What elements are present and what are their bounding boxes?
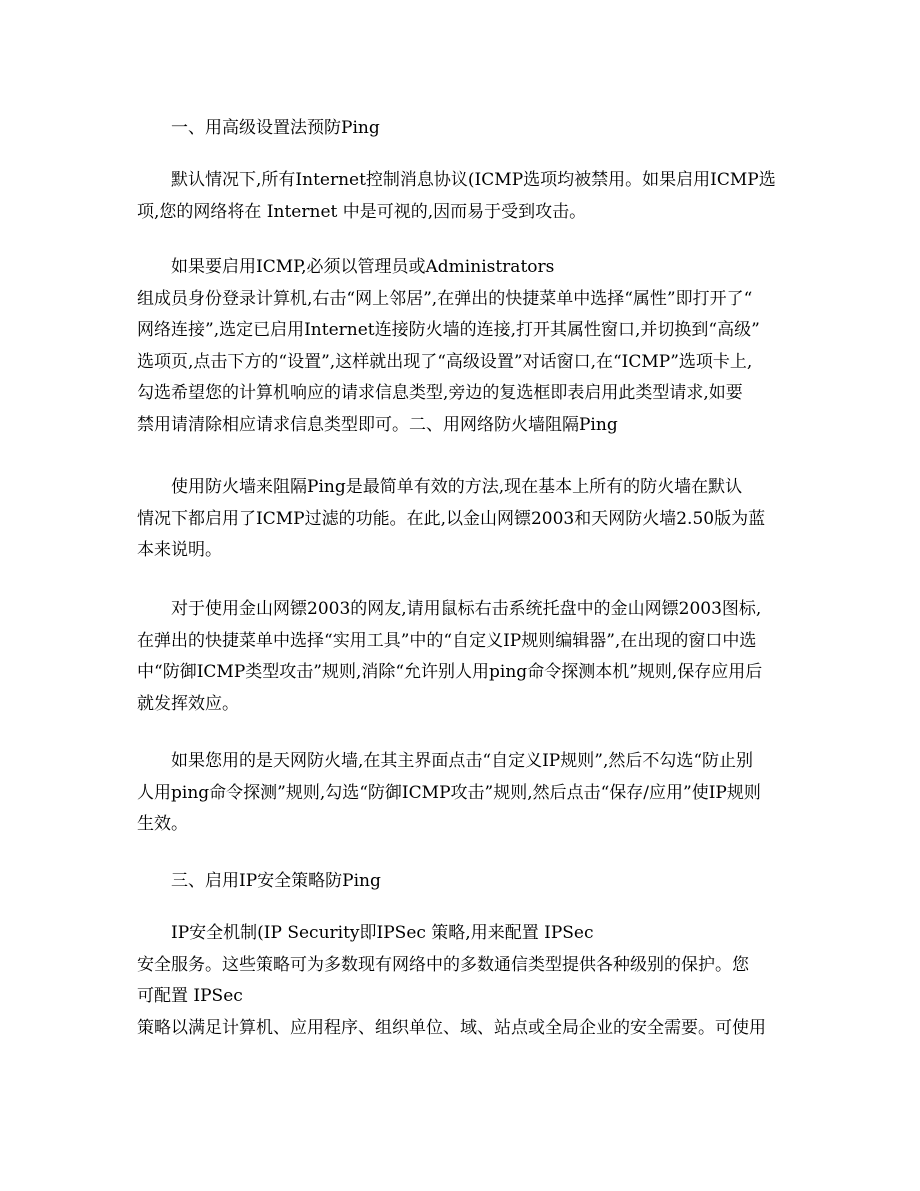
paragraph-line: 使用防火墙来阻隔Ping是最简单有效的方法,现在基本上所有的防火墙在默认 (171, 477, 743, 497)
heading-text: 一、用高级设置法预防Ping (171, 118, 380, 138)
paragraph-line: 在弹出的快捷菜单中选择“实用工具”中的“自定义IP规则编辑器”,在出现的窗口中选 (137, 630, 757, 651)
paragraph-line: 对于使用金山网镖2003的网友,请用鼠标右击系统托盘中的金山网镖2003图标, (171, 599, 762, 619)
paragraph-line: 勾选希望您的计算机响应的请求信息类型,旁边的复选框即表启用此类型请求,如要 (137, 383, 743, 403)
paragraph-line: 组成员身份登录计算机,右击“网上邻居”,在弹出的快捷菜单中选择“属性”即打开了“ (137, 288, 753, 309)
paragraph-line: 就发挥效应。 (137, 693, 239, 714)
paragraph (137, 472, 777, 567)
paragraph-line: 网络连接”,选定已启用Internet连接防火墙的连接,打开其属性窗口,并切换到“高级” (137, 320, 760, 340)
paragraph-line: 默认情况下,所有Internet控制消息协议(ICMP选项均被禁用。如果启用ICMP选 (171, 170, 776, 190)
paragraph-line: 人用ping命令探测”规则,勾选“防御ICMP攻击”规则,然后点击“保存/应用”使IP规则 (137, 782, 761, 803)
paragraph-line: 选项页,点击下方的“设置”,这样就出现了“高级设置”对话窗口,在“ICMP”选项卡上, (137, 351, 753, 372)
paragraph (137, 746, 777, 841)
paragraph-line: 本来说明。 (137, 540, 222, 560)
paragraph-line: IP安全机制(IP Security即IPSec 策略,用来配置 IPSec (171, 923, 594, 943)
paragraph-line: 禁用请清除相应请求信息类型即可。二、用网络防火墙阻隔Ping (137, 414, 618, 435)
paragraph-line: 项,您的网络将在 Internet 中是可视的,因而易于受到攻击。 (137, 201, 587, 222)
paragraph (137, 594, 777, 720)
paragraph (137, 918, 777, 1044)
paragraph-line: 安全服务。这些策略可为多数现有网络中的多数通信类型提供各种级别的保护。您 (137, 954, 749, 975)
paragraph (137, 165, 777, 228)
heading-text: 三、启用IP安全策略防Ping (171, 871, 381, 891)
paragraph-line: 如果您用的是天网防火墙,在其主界面点击“自定义IP规则”,然后不勾选“防止别 (171, 751, 754, 771)
paragraph-line: 情况下都启用了ICMP过滤的功能。在此,以金山网镖2003和天网防火墙2.50版为蓝 (137, 508, 766, 529)
paragraph-line: 如果要启用ICMP,必须以管理员或Administrators (171, 257, 555, 277)
paragraph-line: 生效。 (137, 814, 188, 834)
paragraph-line: 中“防御ICMP类型攻击”规则,消除“允许别人用ping命令探测本机”规则,保存应用后 (137, 662, 763, 682)
section-heading-3 (137, 866, 777, 898)
paragraph (137, 252, 777, 441)
section-heading-1 (137, 113, 777, 145)
paragraph-line: 可配置 IPSec (137, 986, 243, 1006)
paragraph-line: 策略以满足计算机、应用程序、组织单位、域、站点或全局企业的安全需要。可使用 (137, 1017, 766, 1038)
